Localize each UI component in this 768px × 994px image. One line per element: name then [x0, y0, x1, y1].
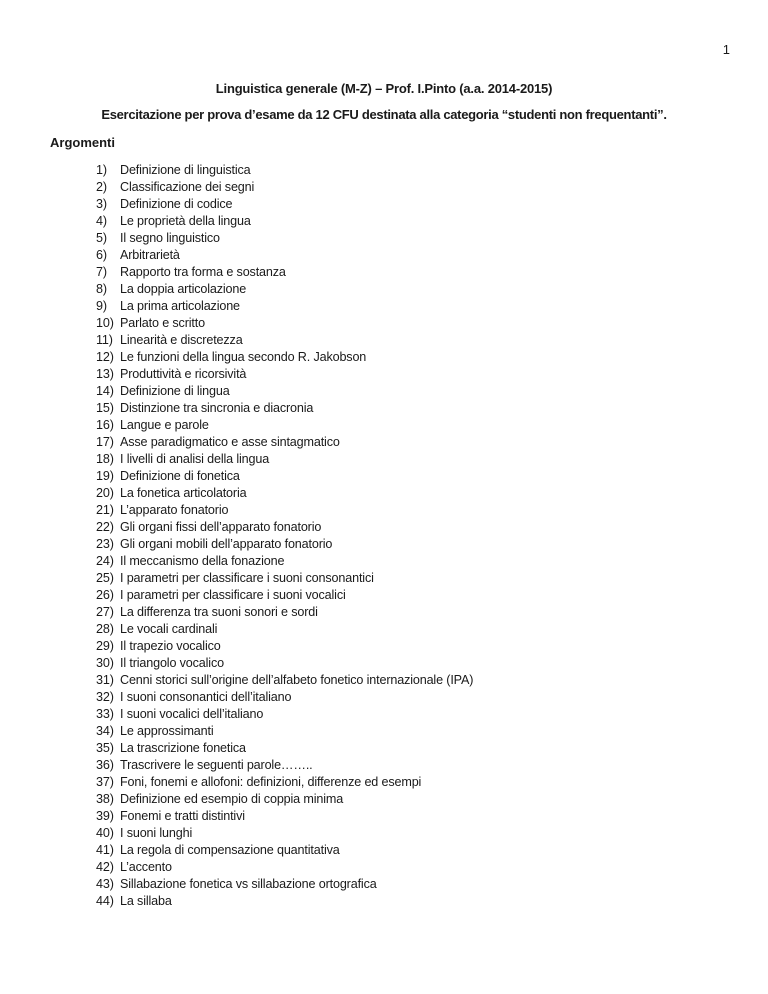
- topic-text: Produttività e ricorsività: [120, 367, 247, 381]
- topic-text: La regola di compensazione quantitativa: [120, 843, 340, 857]
- topic-number: 39): [96, 809, 114, 823]
- topic-number: 3): [96, 197, 107, 211]
- topic-text: L’accento: [120, 860, 172, 874]
- topic-text: Le vocali cardinali: [120, 622, 218, 636]
- list-item: [96, 417, 473, 434]
- list-item: [96, 842, 473, 859]
- list-item: [96, 757, 473, 774]
- topic-number: 44): [96, 894, 114, 908]
- list-item: [96, 859, 473, 876]
- topic-text: I parametri per classificare i suoni consonantici: [120, 571, 374, 585]
- topic-text: Asse paradigmatico e asse sintagmatico: [120, 435, 340, 449]
- list-item: [96, 451, 473, 468]
- topic-number: 29): [96, 639, 114, 653]
- topic-text: Fonemi e tratti distintivi: [120, 809, 245, 823]
- topic-text: Le funzioni della lingua secondo R. Jakobson: [120, 350, 367, 364]
- topic-number: 24): [96, 554, 114, 568]
- list-item: [96, 264, 473, 281]
- list-item: [96, 791, 473, 808]
- topic-number: 41): [96, 843, 114, 857]
- topic-number: 26): [96, 588, 114, 602]
- topic-number: 17): [96, 435, 114, 449]
- topic-text: Parlato e scritto: [120, 316, 205, 330]
- topic-number: 23): [96, 537, 114, 551]
- topic-text: La prima articolazione: [120, 299, 240, 313]
- topic-text: Gli organi fissi dell’apparato fonatorio: [120, 520, 322, 534]
- topic-text: Le proprietà della lingua: [120, 214, 251, 228]
- topic-number: 14): [96, 384, 114, 398]
- list-item: [96, 332, 473, 349]
- list-item: [96, 281, 473, 298]
- topic-number: 18): [96, 452, 114, 466]
- topic-number: 16): [96, 418, 114, 432]
- topic-text: Classificazione dei segni: [120, 180, 255, 194]
- topic-number: 43): [96, 877, 114, 891]
- topic-text: Rapporto tra forma e sostanza: [120, 265, 286, 279]
- topic-text: Linearità e discretezza: [120, 333, 243, 347]
- document-subtitle: Esercitazione per prova d’esame da 12 CFU destinata alla categoria “studenti non frequentanti”.: [101, 107, 667, 122]
- topic-number: 2): [96, 180, 107, 194]
- list-item: [96, 876, 473, 893]
- topic-number: 1): [96, 163, 107, 177]
- topic-text: Gli organi mobili dell’apparato fonatorio: [120, 537, 333, 551]
- topic-number: 5): [96, 231, 107, 245]
- topic-text: I parametri per classificare i suoni vocalici: [120, 588, 346, 602]
- topic-number: 11): [96, 333, 113, 347]
- list-item: [96, 230, 473, 247]
- section-heading-argomenti: Argomenti: [50, 135, 115, 150]
- topic-number: 20): [96, 486, 114, 500]
- topic-number: 28): [96, 622, 114, 636]
- topic-number: 19): [96, 469, 114, 483]
- list-item: [96, 672, 473, 689]
- topic-number: 7): [96, 265, 107, 279]
- topic-number: 10): [96, 316, 114, 330]
- topic-number: 21): [96, 503, 114, 517]
- topic-number: 9): [96, 299, 107, 313]
- list-item: [96, 723, 473, 740]
- topic-number: 25): [96, 571, 114, 585]
- list-item: [96, 434, 473, 451]
- topic-text: Il meccanismo della fonazione: [120, 554, 285, 568]
- topic-number: 27): [96, 605, 114, 619]
- topic-list: [96, 162, 473, 910]
- list-item: [96, 519, 473, 536]
- topic-text: Definizione ed esempio di coppia minima: [120, 792, 344, 806]
- topic-number: 13): [96, 367, 114, 381]
- list-item: [96, 485, 473, 502]
- list-item: [96, 604, 473, 621]
- topic-number: 4): [96, 214, 107, 228]
- list-item: [96, 808, 473, 825]
- topic-number: 15): [96, 401, 114, 415]
- topic-text: I livelli di analisi della lingua: [120, 452, 270, 466]
- topic-text: Il triangolo vocalico: [120, 656, 224, 670]
- topic-text: Arbitrarietà: [120, 248, 180, 262]
- list-item: [96, 621, 473, 638]
- topic-text: Langue e parole: [120, 418, 209, 432]
- topic-number: 33): [96, 707, 114, 721]
- list-item: [96, 502, 473, 519]
- topic-text: Definizione di lingua: [120, 384, 230, 398]
- topic-number: 6): [96, 248, 107, 262]
- topic-text: Foni, fonemi e allofoni: definizioni, differenze ed esempi: [120, 775, 422, 789]
- topic-number: 38): [96, 792, 114, 806]
- list-item: [96, 587, 473, 604]
- topic-text: Definizione di fonetica: [120, 469, 240, 483]
- list-item: [96, 247, 473, 264]
- topic-number: 42): [96, 860, 114, 874]
- list-item: [96, 553, 473, 570]
- document-title: Linguistica generale (M-Z) – Prof. I.Pinto (a.a. 2014-2015): [215, 81, 553, 96]
- topic-number: 8): [96, 282, 107, 296]
- list-item: [96, 536, 473, 553]
- topic-text: Definizione di linguistica: [120, 163, 251, 177]
- topic-text: L’apparato fonatorio: [120, 503, 229, 517]
- list-item: [96, 366, 473, 383]
- topic-text: Trascrivere le seguenti parole……..: [120, 758, 313, 772]
- topic-text: Sillabazione fonetica vs sillabazione ortografica: [120, 877, 377, 891]
- list-item: [96, 468, 473, 485]
- list-item: [96, 570, 473, 587]
- list-item: [96, 825, 473, 842]
- topic-text: La sillaba: [120, 894, 172, 908]
- list-item: [96, 706, 473, 723]
- topic-number: 22): [96, 520, 114, 534]
- topic-text: I suoni vocalici dell’italiano: [120, 707, 264, 721]
- topic-number: 37): [96, 775, 114, 789]
- list-item: [96, 213, 473, 230]
- topic-text: Il segno linguistico: [120, 231, 220, 245]
- topic-text: I suoni lunghi: [120, 826, 193, 840]
- topic-text: La differenza tra suoni sonori e sordi: [120, 605, 318, 619]
- topic-number: 34): [96, 724, 114, 738]
- topic-number: 35): [96, 741, 114, 755]
- topic-number: 36): [96, 758, 114, 772]
- list-item: [96, 298, 473, 315]
- list-item: [96, 400, 473, 417]
- list-item: [96, 638, 473, 655]
- topic-text: Definizione di codice: [120, 197, 233, 211]
- list-item: [96, 315, 473, 332]
- topic-text: Il trapezio vocalico: [120, 639, 221, 653]
- topic-number: 32): [96, 690, 114, 704]
- topic-number: 31): [96, 673, 114, 687]
- list-item: [96, 179, 473, 196]
- topic-text: La doppia articolazione: [120, 282, 247, 296]
- topic-text: I suoni consonantici dell’italiano: [120, 690, 292, 704]
- topic-text: Le approssimanti: [120, 724, 214, 738]
- topic-text: Distinzione tra sincronia e diacronia: [120, 401, 314, 415]
- list-item: [96, 893, 473, 910]
- list-item: [96, 162, 473, 179]
- list-item: [96, 740, 473, 757]
- topic-text: La fonetica articolatoria: [120, 486, 247, 500]
- list-item: [96, 689, 473, 706]
- list-item: [96, 349, 473, 366]
- topic-text: La trascrizione fonetica: [120, 741, 246, 755]
- page-number: 1: [722, 42, 730, 57]
- list-item: [96, 655, 473, 672]
- list-item: [96, 774, 473, 791]
- topic-number: 12): [96, 350, 114, 364]
- topic-number: 40): [96, 826, 114, 840]
- topic-text: Cenni storici sull’origine dell’alfabeto fonetico internazionale (IPA): [120, 673, 474, 687]
- list-item: [96, 196, 473, 213]
- list-item: [96, 383, 473, 400]
- topic-number: 30): [96, 656, 114, 670]
